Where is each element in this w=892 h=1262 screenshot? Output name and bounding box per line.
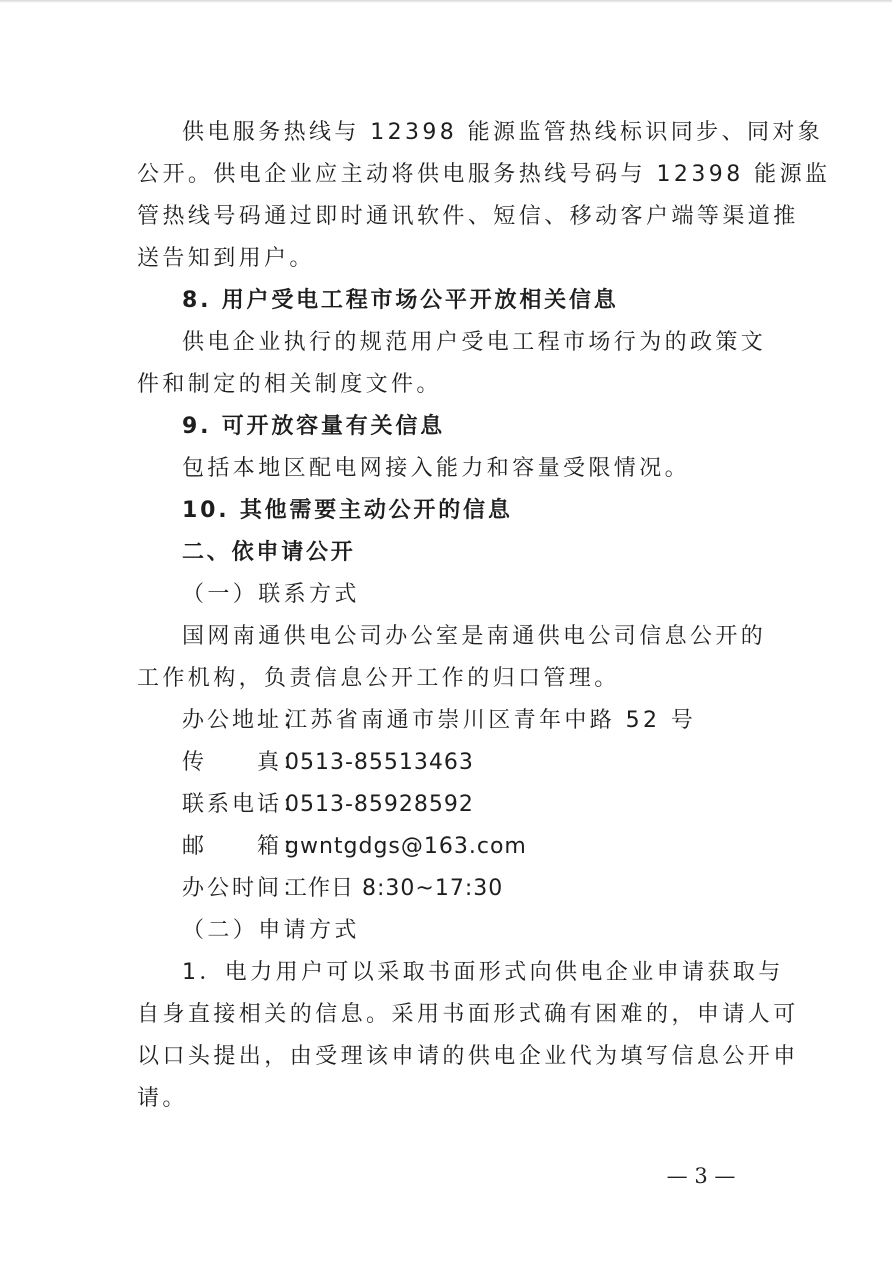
- application-method-line-4: 请。: [137, 1086, 188, 1111]
- office-address-label: 办公地址：: [182, 708, 308, 733]
- office-hours-row: [182, 874, 503, 904]
- email-row: [182, 832, 527, 862]
- phone-number: 0513-85928592: [285, 792, 474, 817]
- market-paragraph-line-1: 供电企业执行的规范用户受电工程市场行为的政策文: [182, 330, 767, 355]
- application-method-line-1: 1．电力用户可以采取书面形式向供电企业申请获取与: [182, 960, 784, 985]
- contact-method-heading: （一）联系方式: [182, 582, 360, 607]
- email-label: 邮 箱：: [182, 834, 308, 859]
- market-openness-heading: 8. 用户受电工程市场公平开放相关信息: [182, 288, 619, 313]
- market-paragraph-line-2: 件和制定的相关制度文件。: [137, 372, 442, 397]
- office-paragraph-line-2: 工作机构，负责信息公开工作的归口管理。: [137, 666, 620, 691]
- page-number: — 3 —: [666, 1164, 736, 1188]
- fax-label: 传 真：: [182, 750, 308, 775]
- application-disclosure-heading: 二、依申请公开: [182, 540, 356, 565]
- office-address-row: [182, 706, 696, 736]
- application-method-line-2: 自身直接相关的信息。采用书面形式确有困难的，申请人可: [137, 1002, 799, 1027]
- capacity-paragraph: 包括本地区配电网接入能力和容量受限情况。: [182, 456, 691, 481]
- fax-number: 0513-85513463: [285, 750, 474, 775]
- office-hours-label: 办公时间：: [182, 876, 308, 901]
- fax-row: [182, 748, 474, 778]
- hotline-paragraph-line-4: 送告知到用户。: [137, 246, 315, 271]
- hotline-paragraph-line-3: 管热线号码通过即时通讯软件、短信、移动客户端等渠道推: [137, 204, 799, 229]
- hotline-paragraph-line-2: 公开。供电企业应主动将供电服务热线号码与 12398 能源监: [137, 162, 831, 187]
- capacity-heading: 9. 可开放容量有关信息: [182, 414, 445, 439]
- application-method-heading: （二）申请方式: [182, 918, 360, 943]
- office-hours-value: 工作日 8:30~17:30: [285, 876, 504, 901]
- email-address: gwntgdgs@163.com: [285, 834, 527, 859]
- office-address-value: 江苏省南通市崇川区青年中路 52 号: [285, 708, 697, 733]
- application-method-line-3: 以口头提出，由受理该申请的供电企业代为填写信息公开申: [137, 1044, 799, 1069]
- office-paragraph-line-1: 国网南通供电公司办公室是南通供电公司信息公开的: [182, 624, 767, 649]
- hotline-paragraph-line-1: 供电服务热线与 12398 能源监管热线标识同步、同对象: [182, 120, 824, 145]
- phone-label: 联系电话：: [182, 792, 308, 817]
- phone-row: [182, 790, 474, 820]
- other-information-heading: 10. 其他需要主动公开的信息: [182, 498, 513, 523]
